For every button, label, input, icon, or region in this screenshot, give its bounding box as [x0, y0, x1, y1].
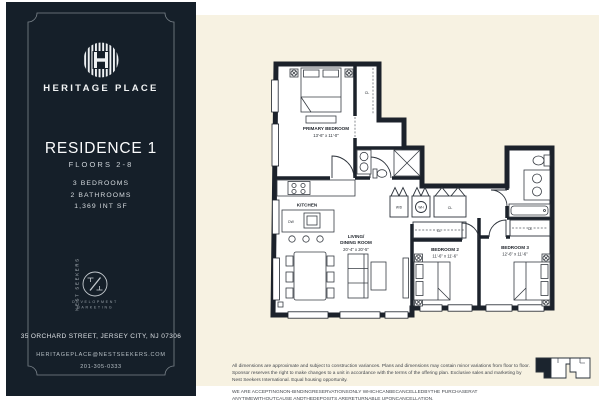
closet-label: CL	[527, 227, 533, 231]
unit-specs	[6, 178, 196, 213]
agency-name-vertical: NEST SEEKERS	[74, 257, 80, 311]
heritage-place-logo-icon	[83, 42, 119, 78]
dishwasher-label: DW	[288, 220, 294, 224]
spec-bedrooms: 3 BEDROOMS	[72, 180, 130, 187]
footer-disclaimer	[232, 363, 532, 403]
spec-area: 1,369 INT SF	[74, 203, 128, 210]
agency-division-line2: MARKETING	[76, 305, 114, 310]
living-dims: 20'-4" x 20'-5"	[343, 247, 369, 252]
floor-plan-drawing	[270, 60, 556, 322]
reservation-disclaimer-text: WE ARE ACCEPTINGNON-BINDINGRESERVATIONSONLY WHICHCANBECANCELLEDBYTHE PURCHASERAT ANYTIMEWITHOUTCAUSE ANDTHEDEPOSITS ARERETURNABLE UPONCANCELLATION.	[232, 389, 478, 402]
contact-email: HERITAGEPLACE@NESTSEEKERS.COM	[36, 352, 166, 358]
closet-label: CL	[436, 229, 442, 233]
residence-title: RESIDENCE 1	[44, 140, 158, 157]
primary-bedroom-label: PRIMARY BEDROOM	[302, 126, 350, 131]
bedroom2-dims: 11'-6" x 11'-6"	[432, 253, 458, 259]
living-label-line2: DINING ROOM	[340, 240, 372, 245]
brand-name: HERITAGE PLACE	[43, 83, 159, 94]
bedroom2-label: BEDROOM 2	[431, 247, 459, 252]
washer-dryer-label: W/D	[395, 205, 403, 210]
bedroom3-dims: 12'-6" x 11'-6"	[502, 251, 528, 257]
sidebar-card	[6, 2, 196, 396]
contact-phone: 201-305-0333	[80, 364, 122, 370]
key-plan-icon	[534, 354, 592, 384]
nestseekers-logo	[6, 252, 196, 342]
water-heater-label: WH	[418, 205, 424, 210]
kitchen-label: KITCHEN	[296, 202, 318, 208]
floors-subtitle: FLOORS 2-8	[68, 160, 134, 169]
bedroom3-bed	[514, 262, 550, 300]
bedroom2-bed	[414, 262, 450, 300]
bedroom3-label: BEDROOM 3	[501, 245, 529, 250]
closet-label: CL	[364, 91, 370, 95]
closet-label: CL	[447, 206, 453, 210]
spec-bathrooms: 2 BATHROOMS	[70, 191, 132, 199]
living-label-line1: LIVING/	[347, 234, 365, 239]
floor-plan	[270, 60, 556, 322]
disclaimer-text: All dimensions are approximate and subject to construction variances. Plans and dimensions may contain minor variations from floor to floor. Sponsor reserves the right to make changes to a unit in accordance with the terms of the offering plan. Exclusive sales and marketing by Nest Seekers International. Equal housing opportunity.	[232, 364, 530, 384]
nestseekers-n-icon	[88, 278, 103, 291]
property-address: 35 ORCHARD STREET, JERSEY CITY, NJ 07306	[20, 333, 182, 340]
agency-division-line1: DEVELOPMENT	[72, 300, 118, 304]
primary-bedroom-dims: 13'-6" x 11'-0"	[313, 133, 339, 138]
